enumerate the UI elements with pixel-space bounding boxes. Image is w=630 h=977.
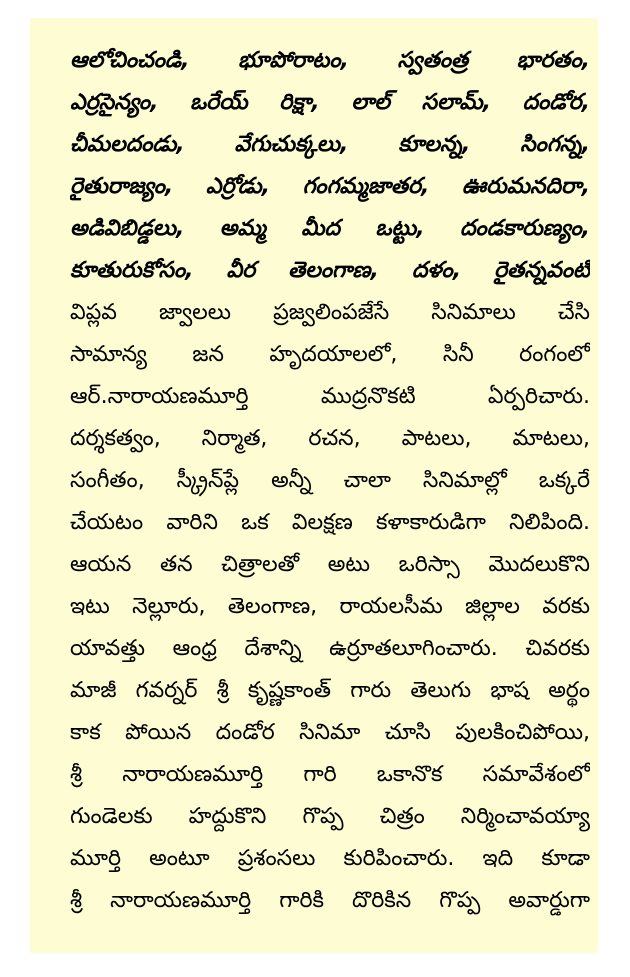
text-line: మూర్తి అంటూ ప్రశంసలు కురిపించారు. ఇది కూడా <box>70 846 590 871</box>
text-line: విప్లవ జ్వాలలు ప్రజ్వలింపజేసే సినిమాలు చేసి <box>70 300 590 325</box>
text-line: చేయటం వారిని ఒక విలక్షణ కళాకారుడిగా నిలిపింది. <box>70 510 590 535</box>
text-line: ఇటు నెల్లూరు, తెలంగాణ, రాయలసీమ జిల్లాల వరకు <box>70 594 590 619</box>
film-titles-line: రైతురాజ్యం, ఎర్రోడు, గంగమ్మజాతర, ఊరుమనదిరా, <box>70 174 590 199</box>
text-line: సంగీతం, స్క్రీన్‌ప్లే అన్నీ చాలా సినిమాల్లో ఒక్కరే <box>70 468 590 493</box>
text-line: దర్శకత్వం, నిర్మాత, రచన, పాటలు, మాటలు, <box>70 426 590 451</box>
text-line: ఆయన తన చిత్రాలతో అటు ఒరిస్సా మొదలుకొని <box>70 552 590 577</box>
film-titles-line: చీమలదండు, వేగుచుక్కలు, కూలన్న, సింగన్న, <box>70 132 590 157</box>
text-line: యావత్తు ఆంధ్ర దేశాన్ని ఉర్రూతలూగించారు. చివరకు <box>70 636 590 661</box>
film-titles-line: అడివిబిడ్డలు, అమ్మ మీద ఒట్టు, దండకారుణ్యం, <box>70 216 590 241</box>
text-line: ఆర్.నారాయణమూర్తి ముద్రనొకటి ఏర్పరిచారు. <box>70 384 590 409</box>
film-titles-line: ఆలోచించండి, భూపోరాటం, స్వతంత్ర భారతం, <box>70 48 590 73</box>
text-line: సామాన్య జన హృదయాలలో, సినీ రంగంలో <box>70 342 590 367</box>
text-line: మాజీ గవర్నర్ శ్రీ కృష్ణకాంత్ గారు తెలుగు భాష అర్థం <box>70 678 590 703</box>
text-line: శ్రీ నారాయణమూర్తి గారికి దొరికిన గొప్ప అవార్డుగా <box>70 888 590 913</box>
text-line: శ్రీ నారాయణమూర్తి గారి ఒకానొక సమావేశంలో <box>70 762 590 787</box>
text-line: కాక పోయిన దండోర సినిమా చూసి పులకించిపోయి, <box>70 720 590 745</box>
document-page <box>30 18 598 953</box>
body-text <box>70 40 590 922</box>
film-titles-line: కూతురుకోసం, వీర తెలంగాణ, దళం, రైతన్నవంటి <box>70 258 590 283</box>
text-line: గుండెలకు హద్దుకొని గొప్ప చిత్రం నిర్మించావయ్యా <box>70 804 590 829</box>
film-titles-line: ఎర్రసైన్యం, ఒరేయ్ రిక్షా, లాల్ సలామ్, దండోర, <box>70 90 590 115</box>
